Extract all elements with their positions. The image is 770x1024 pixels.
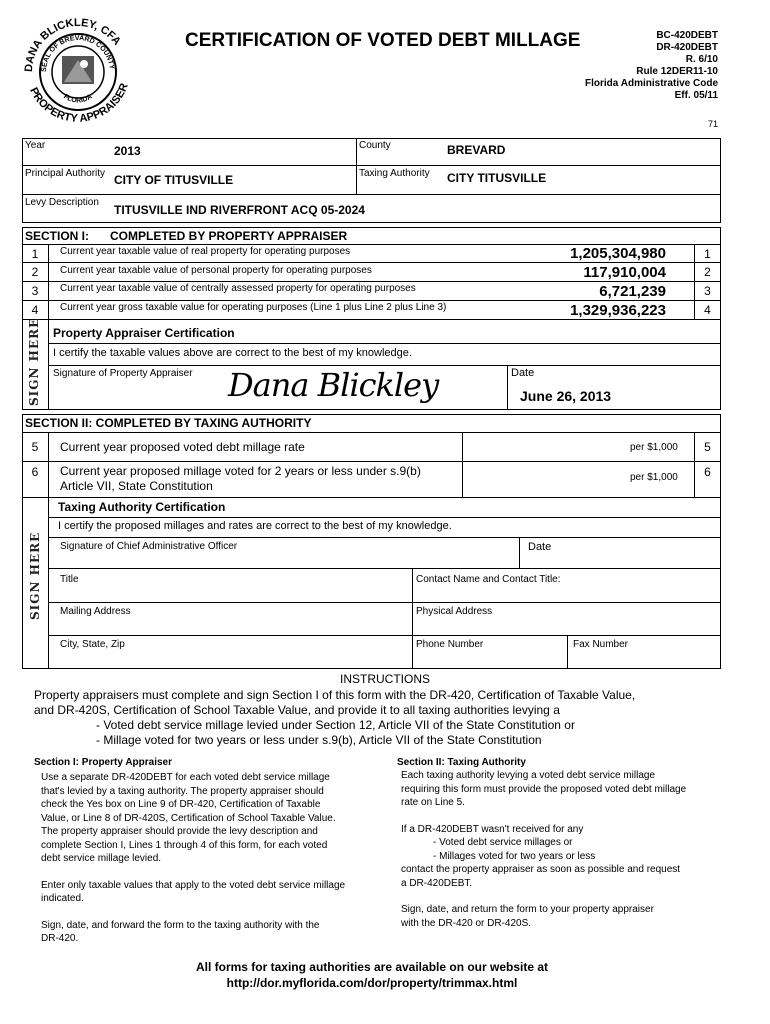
intro-line: Property appraisers must complete and sign Section I of this form with the DR-420, Certification of Taxable Value, bbox=[34, 688, 636, 702]
page-code: 71 bbox=[707, 119, 718, 129]
line-number: 6 bbox=[704, 465, 711, 479]
pa-signature: Dana Blickley bbox=[228, 366, 439, 404]
pa-cert-text: I certify the taxable values above are correct to the best of my knowledge. bbox=[53, 347, 412, 359]
ta-cert-title: Taxing Authority Certification bbox=[58, 500, 226, 514]
instruction-line: Sign, date, and forward the form to the taxing authority with the bbox=[41, 919, 320, 931]
line-1-label: Current year taxable value of real property for operating purposes bbox=[60, 246, 351, 257]
ta-date-label: Date bbox=[528, 541, 552, 553]
section-2-heading: SECTION II: COMPLETED BY TAXING AUTHORITY bbox=[25, 416, 312, 430]
line-4-label: Current year gross taxable value for operating purposes (Line 1 plus Line 2 plus Line 3) bbox=[60, 302, 447, 313]
fax-number-label: Fax Number bbox=[573, 639, 629, 650]
instruction-line: rate on Line 5. bbox=[401, 797, 465, 808]
instruction-line: indicated. bbox=[41, 893, 84, 904]
line-number: 4 bbox=[31, 303, 39, 317]
principal-authority-label: Principal Authority bbox=[25, 168, 106, 179]
form-id-line: R. 6/10 bbox=[685, 54, 718, 65]
ta-cert-text: I certify the proposed millages and rates are correct to the best of my knowledge. bbox=[58, 520, 452, 532]
form-id-line: DR-420DEBT bbox=[656, 42, 718, 53]
form-id-line: Florida Administrative Code bbox=[585, 78, 718, 89]
year-label: Year bbox=[25, 140, 46, 151]
taxing-authority-label: Taxing Authority bbox=[359, 168, 430, 179]
county-label: County bbox=[359, 140, 391, 151]
county-field[interactable]: BREVARD bbox=[447, 143, 506, 157]
sign-here-label: SIGN HERE bbox=[28, 531, 42, 620]
line-number: 3 bbox=[31, 284, 39, 298]
seal-ring-text: SEAL OF BREVARD COUNTY bbox=[40, 34, 115, 73]
instruction-line: - Millages voted for two years or less bbox=[433, 850, 596, 862]
instruction-line: requiring this form must provide the proposed voted debt millage bbox=[401, 783, 687, 795]
instruction-line: check the Yes box on Line 9 of DR-420, Certification of Taxable bbox=[41, 799, 321, 810]
line-number: 2 bbox=[704, 265, 711, 279]
pa-date-label: Date bbox=[511, 367, 535, 379]
section-2-instructions bbox=[401, 769, 686, 930]
line-number: 5 bbox=[704, 440, 711, 454]
svg-text:FLORIDA bbox=[62, 93, 93, 104]
line-number: 2 bbox=[31, 265, 39, 279]
taxing-authority-field[interactable]: CITY TITUSVILLE bbox=[447, 171, 547, 185]
levy-description-field[interactable]: TITUSVILLE IND RIVERFRONT ACQ 05-2024 bbox=[114, 203, 365, 217]
section-1-instructions bbox=[41, 771, 345, 946]
cao-signature-label: Signature of Chief Administrative Officer bbox=[60, 541, 238, 552]
instructions-intro bbox=[34, 688, 635, 748]
county-seal bbox=[22, 14, 134, 140]
instruction-line: - Voted debt service millages or bbox=[433, 837, 573, 848]
line-2-label: Current year taxable value of personal property for operating purposes bbox=[60, 265, 372, 276]
seal-top-text: DANA BLICKLEY, CFA bbox=[22, 16, 123, 73]
city-state-zip-label: City, State, Zip bbox=[60, 639, 125, 650]
form-id-line: Rule 12DER11-10 bbox=[636, 66, 718, 77]
instruction-line: Use a separate DR-420DEBT for each voted debt service millage bbox=[41, 772, 330, 783]
instruction-line: If a DR-420DEBT wasn't received for any bbox=[401, 823, 584, 835]
footer-note: All forms for taxing authorities are available on our website at bbox=[195, 960, 549, 974]
instruction-line: The property appraiser should provide the levy description and bbox=[41, 826, 318, 837]
instructions-heading: INSTRUCTIONS bbox=[340, 672, 430, 686]
section-1-instructions-title: Section I: Property Appraiser bbox=[34, 757, 172, 768]
line-4-value[interactable]: 1,329,936,223 bbox=[570, 302, 666, 319]
principal-authority-field[interactable]: CITY OF TITUSVILLE bbox=[114, 173, 234, 187]
line-3-value[interactable]: 6,721,239 bbox=[599, 283, 666, 300]
line-number: 3 bbox=[704, 284, 711, 298]
instruction-line: complete Section I, Lines 1 through 4 of this form, for each voted bbox=[41, 839, 328, 851]
pa-cert-title: Property Appraiser Certification bbox=[53, 326, 235, 340]
instruction-line: DR-420. bbox=[41, 933, 79, 944]
intro-line: - Voted debt service millage levied under Section 12, Article VII of the State Constitution or bbox=[96, 718, 575, 732]
line-2-value[interactable]: 117,910,004 bbox=[583, 264, 666, 281]
section-2-instructions-title: Section II: Taxing Authority bbox=[397, 757, 526, 768]
title-label: Title bbox=[60, 574, 79, 585]
pa-signature-label: Signature of Property Appraiser bbox=[53, 368, 193, 379]
phone-number-label: Phone Number bbox=[416, 639, 484, 650]
instruction-line: Each taxing authority levying a voted debt service millage bbox=[401, 770, 656, 781]
instruction-line: Enter only taxable values that apply to the voted debt service millage bbox=[41, 879, 346, 891]
line-6-label bbox=[60, 464, 421, 494]
seal-bottom-text: PROPERTY APPRAISER bbox=[27, 81, 131, 125]
line-5-label: Current year proposed voted debt millage rate bbox=[60, 440, 305, 454]
levy-description-label: Levy Description bbox=[25, 197, 99, 208]
form-ids bbox=[585, 30, 718, 102]
line-1-value[interactable]: 1,205,304,980 bbox=[570, 245, 666, 262]
form-id-line: BC-420DEBT bbox=[656, 30, 718, 41]
form-id-line: Eff. 05/11 bbox=[674, 90, 718, 101]
line-number: 6 bbox=[31, 465, 39, 479]
instruction-line: with the DR-420 or DR-420S. bbox=[401, 917, 532, 929]
line-6-label-line: Article VII, State Constitution bbox=[60, 479, 213, 493]
contact-label: Contact Name and Contact Title: bbox=[416, 574, 561, 585]
mailing-address-label: Mailing Address bbox=[60, 606, 131, 617]
section-1-heading-label: SECTION I: bbox=[25, 229, 90, 243]
seal-center-text: FLORIDA bbox=[62, 93, 94, 105]
line-number: 5 bbox=[31, 440, 39, 454]
intro-line: - Millage voted for two years or less under s.9(b), Article VII of the State Constitution bbox=[96, 733, 542, 747]
physical-address-label: Physical Address bbox=[416, 606, 493, 617]
instruction-line: contact the property appraiser as soon as possible and request bbox=[401, 864, 681, 875]
instruction-line: Value, or Line 8 of DR-420S, Certification of School Taxable Value. bbox=[41, 812, 336, 824]
section-1-heading: COMPLETED BY PROPERTY APPRAISER bbox=[110, 229, 348, 243]
sign-here-label: SIGN HERE bbox=[27, 317, 41, 406]
instruction-line: Sign, date, and return the form to your property appraiser bbox=[401, 904, 654, 915]
pa-date-field[interactable]: June 26, 2013 bbox=[520, 388, 612, 404]
line-3-label: Current year taxable value of centrally assessed property for operating purposes bbox=[60, 283, 416, 294]
footer-url[interactable]: http://dor.myflorida.com/dor/property/trimmax.html bbox=[226, 976, 518, 990]
line-6-unit: per $1,000 bbox=[630, 472, 678, 483]
form-title: CERTIFICATION OF VOTED DEBT MILLAGE bbox=[185, 30, 581, 51]
line-6-label-line: Current year proposed millage voted for 2 years or less under s.9(b) bbox=[60, 464, 421, 478]
line-number: 4 bbox=[704, 303, 711, 317]
year-field[interactable]: 2013 bbox=[114, 144, 141, 158]
line-number: 1 bbox=[31, 247, 39, 261]
instruction-line: a DR-420DEBT. bbox=[401, 877, 473, 889]
intro-line: and DR-420S, Certification of School Taxable Value, and provide it to all taxing authorities levying a bbox=[34, 703, 560, 717]
line-5-unit: per $1,000 bbox=[630, 442, 678, 453]
instruction-line: that's levied by a taxing authority. The property appraiser should bbox=[41, 785, 324, 797]
instruction-line: debt service millage levied. bbox=[41, 853, 162, 864]
line-number: 1 bbox=[704, 247, 711, 261]
